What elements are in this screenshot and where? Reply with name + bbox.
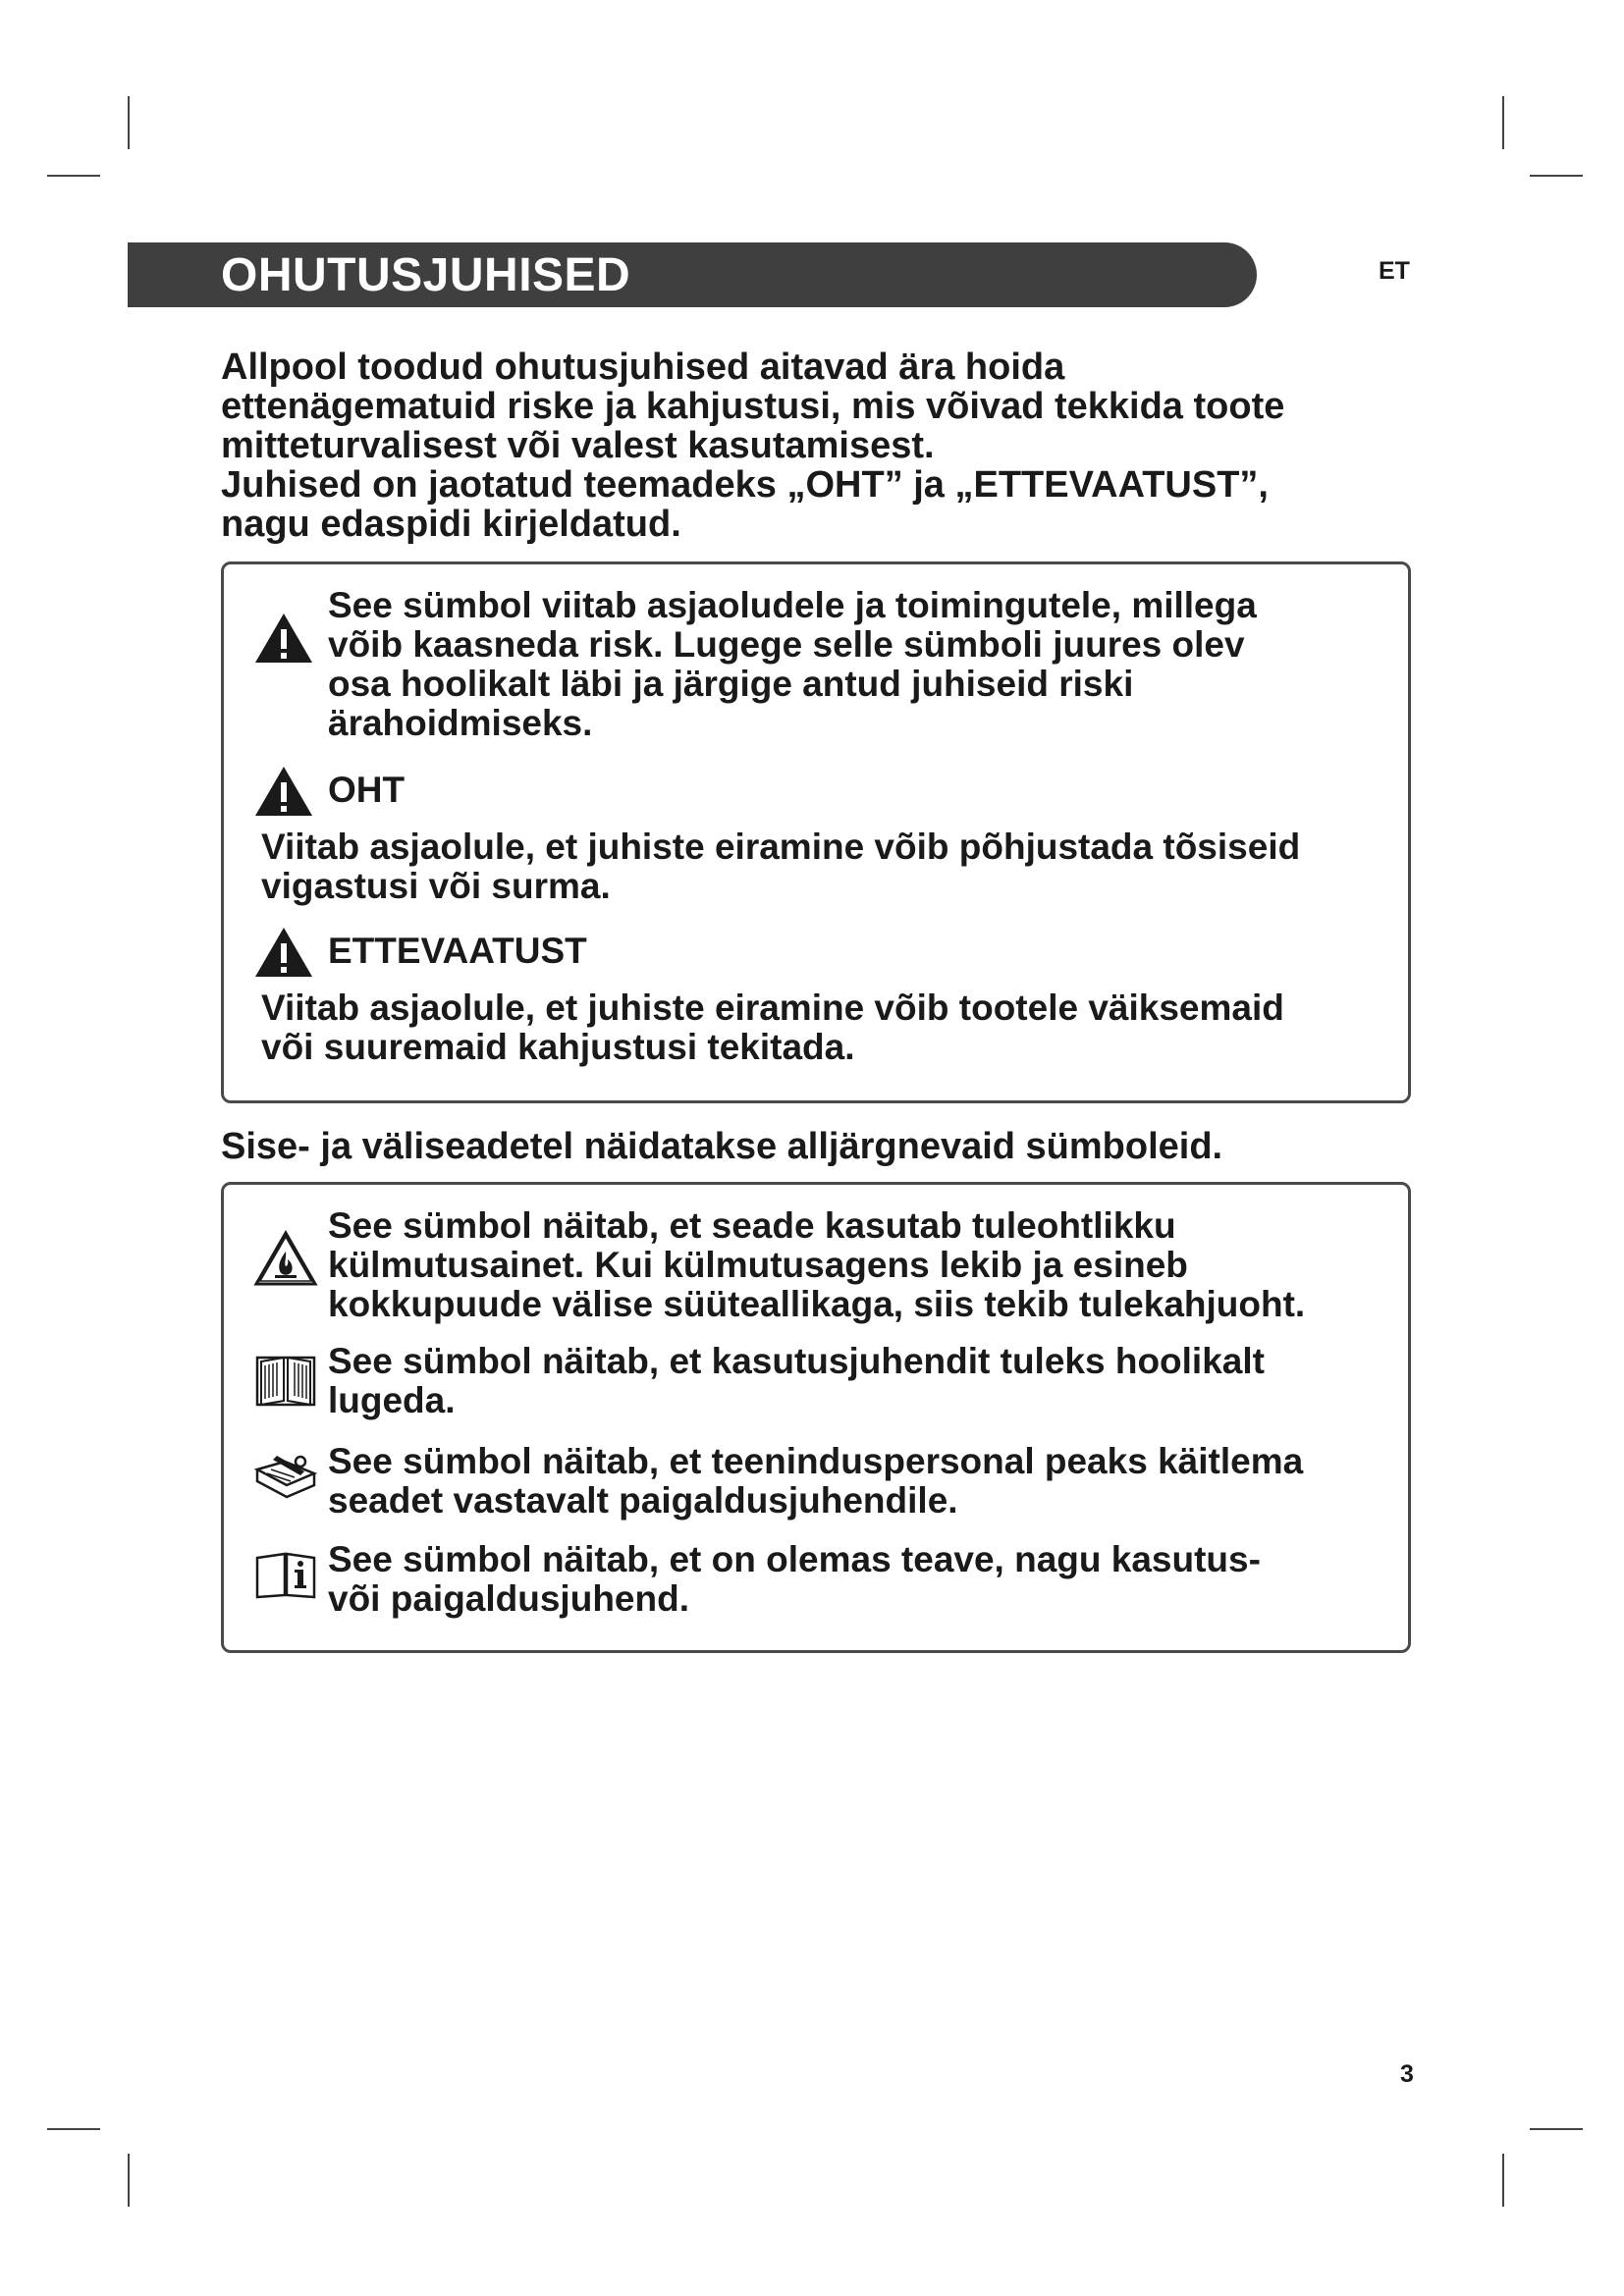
symbols-heading: Sise- ja väliseadetel näidatakse alljärgnevaid sümboleid. [221,1126,1223,1167]
text-line: vigastusi või surma. [261,866,611,906]
text-line: kokkupuude välise süüteallikaga, siis tekib tulekahjuoht. [328,1284,1306,1324]
text-line: või paigaldusjuhend. [328,1578,689,1619]
symbol-item-service [253,1442,1394,1528]
text-line: Viitab asjaolule, et juhiste eiramine võib tootele väiksemaid [261,988,1284,1028]
text-line: seadet vastavalt paigaldusjuhendile. [328,1480,958,1521]
crop-mark [47,2128,100,2130]
intro-line: Allpool toodud ohutusjuhised aitavad ära hoida [221,347,1065,388]
text-line: See sümbol näitab, et teeninduspersonal peaks käitlema [328,1441,1304,1481]
page-number: 3 [1400,2060,1414,2088]
caution-label: ETTEVAATUST [328,931,587,971]
symbol-explanation [253,586,1394,753]
crop-mark [1502,2154,1504,2207]
info-book-icon [253,1550,318,1609]
text-line: See sümbol näitab, et seade kasutab tuleohtlikku [328,1205,1176,1246]
danger-description [261,828,1394,906]
warning-triangle-icon [253,765,314,826]
crop-mark [1530,175,1583,177]
warning-triangle-icon [253,612,314,672]
text-line: võib kaasneda risk. Lugege selle sümboli juures olev [328,624,1245,665]
intro-line: nagu edaspidi kirjeldatud. [221,504,681,545]
flammable-warning-icon [253,1230,318,1295]
warning-box [221,561,1411,1103]
symbol-item-info [253,1540,1394,1627]
text-line: või suuremaid kahjustusi tekitada. [261,1027,855,1067]
symbol-item-manual [253,1342,1394,1428]
service-manual-icon [253,1452,318,1515]
intro-line: mitteturvalisest või valest kasutamisest. [221,425,935,466]
crop-mark [1502,96,1504,149]
danger-label: OHT [328,770,406,810]
text-line: See sümbol viitab asjaoludele ja toimingutele, millega [328,585,1257,625]
symbols-box [221,1182,1411,1653]
text-line: ärahoidmiseks. [328,703,593,743]
caution-heading [253,932,1394,975]
text-line: See sümbol näitab, et kasutusjuhendit tuleks hoolikalt [328,1341,1265,1381]
crop-mark [47,175,100,177]
warning-triangle-icon [253,926,314,987]
caution-description [261,988,1394,1067]
crop-mark [1530,2128,1583,2130]
text-line: See sümbol näitab, et on olemas teave, nagu kasutus- [328,1539,1261,1579]
danger-heading [253,771,1394,814]
crop-mark [128,2154,130,2207]
manual-book-icon [253,1352,318,1418]
intro-line: ettenägematuid riske ja kahjustusi, mis võivad tekkida toote [221,386,1285,427]
text-line: külmutusainet. Kui külmutusagens lekib ja esineb [328,1245,1188,1285]
page-title: OHUTUSJUHISED [221,249,631,301]
text-line: Viitab asjaolule, et juhiste eiramine võib põhjustada tõsiseid [261,827,1301,867]
crop-mark [128,96,130,149]
intro-paragraph [221,347,1429,544]
text-line: lugeda. [328,1380,456,1420]
intro-line: Juhised on jaotatud teemadeks „OHT” ja „ETTEVAATUST”, [221,464,1269,506]
language-code: ET [1379,257,1410,285]
symbol-item-flammable [253,1206,1394,1334]
text-line: osa hoolikalt läbi ja järgige antud juhiseid riski [328,664,1134,704]
